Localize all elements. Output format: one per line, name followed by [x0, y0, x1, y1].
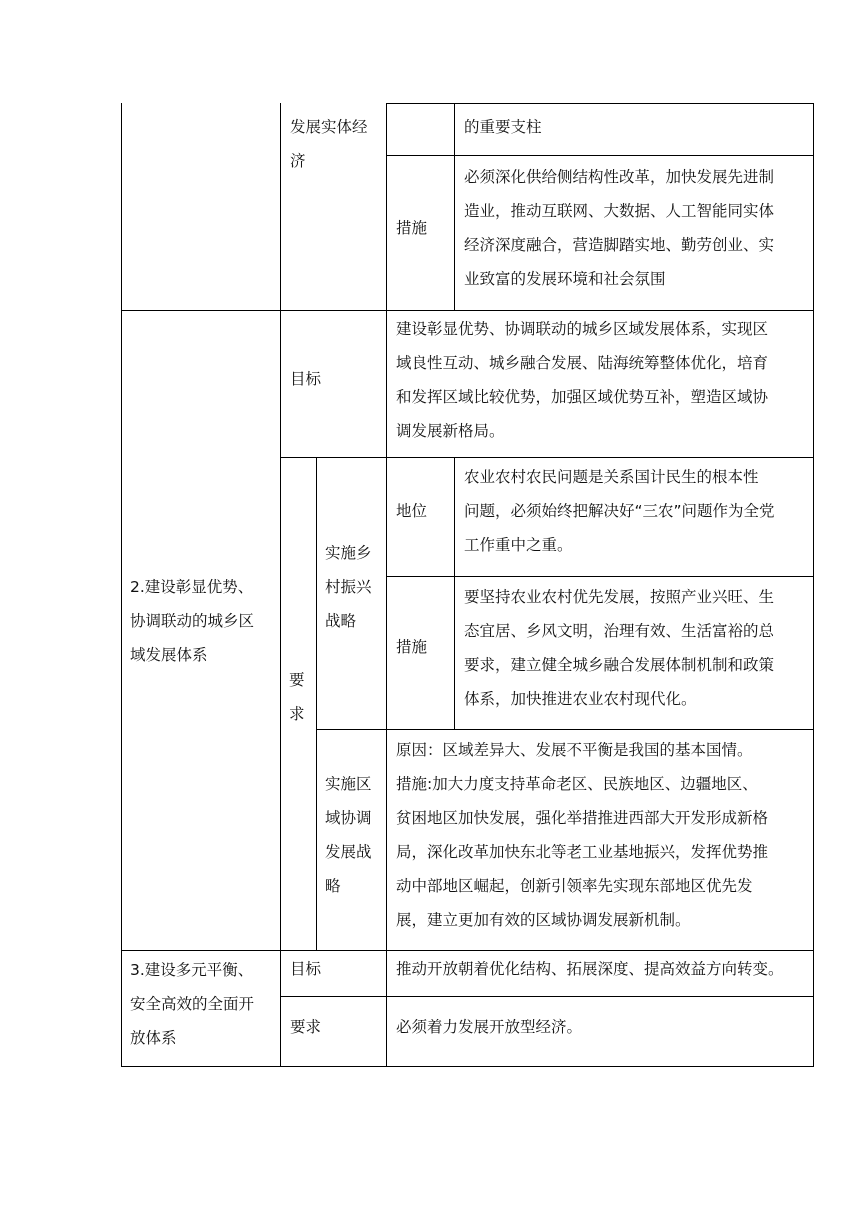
table-row-line-4 [386, 576, 814, 577]
table-row-line-5 [316, 729, 814, 730]
table-col-line-2a [386, 103, 387, 310]
table-row-line-6 [121, 950, 814, 951]
section2-requirements-label: 要 求 [289, 671, 305, 723]
table-row-line-2 [121, 310, 814, 311]
regional-strategy-label: 实施区 域协调 发展战 略 [325, 775, 372, 895]
rural-position-text: 农业农村农民问题是关系国计民生的根本性 问题，必须始终把解决好“三农”问题作为全党 工作重中之重。 [464, 468, 775, 554]
table-border-bottom [121, 1066, 814, 1067]
table-row-line-1 [386, 155, 814, 156]
rural-position-label: 地位 [396, 502, 428, 520]
section3-title: 3.建设多元平衡、 安全高效的全面开 放体系 [130, 961, 255, 1047]
table-row-line-7 [280, 996, 814, 997]
table-row-line-top [386, 103, 814, 104]
table-col-line-2b [386, 310, 387, 1067]
section3-goal-label: 目标 [290, 960, 322, 978]
section3-requirements-label: 要求 [290, 1018, 322, 1036]
table-col-line-3b [454, 457, 455, 729]
rural-strategy-label: 实施乡 村振兴 战略 [325, 544, 372, 630]
table-col-line-1 [280, 103, 281, 1067]
section2-goal-label: 目标 [290, 370, 322, 388]
section3-requirements-text: 必须着力发展开放型经济。 [396, 1018, 583, 1036]
section1-measures-text: 必须深化供给侧结构性改革，加快发展先进制 造业，推动互联网、大数据、人工智能同实体 经济深度融合，营造脚踏实地、勤劳创业、实 业致富的发展环境和社会氛围 [464, 168, 775, 288]
rural-measures-label: 措施 [396, 638, 428, 656]
section1-position-text: 的重要支柱 [464, 118, 542, 136]
table-border-left [121, 103, 122, 1067]
section1-measures-label: 措施 [396, 219, 428, 237]
section1-label: 发展实体经 济 [290, 118, 368, 170]
section2-title: 2.建设彰显优势、 协调联动的城乡区 域发展体系 [130, 578, 255, 664]
table-col-line-req [316, 457, 317, 950]
section2-goal-text: 建设彰显优势、协调联动的城乡区域发展体系，实现区 域良性互动、城乡融合发展、陆海统筹整体优化，培育 和发挥区域比较优势，加强区域优势互补，塑造区域协 调发展新格局。 [396, 320, 769, 440]
regional-strategy-text: 原因：区域差异大、发展不平衡是我国的基本国情。 措施:加大力度支持革命老区、民族地区、边疆地区、 贫困地区加快发展，强化举措推进西部大开发形成新格 局，深化改革加快东北等老工业基地振兴，发挥优势推 动中部地区崛起，创新引领率先实现东部地区优先发 展，建立更加有效的区域协调发展新机制。 [396, 741, 769, 929]
rural-measures-text: 要坚持农业农村优先发展，按照产业兴旺、生 态宜居、乡风文明，治理有效、生活富裕的总 要求，建立健全城乡融合发展体制机制和政策 体系，加快推进农业农村现代化。 [464, 588, 775, 708]
section3-goal-text: 推动开放朝着优化结构、拓展深度、提高效益方向转变。 [396, 960, 784, 978]
table-border-right [813, 103, 814, 1067]
table-col-line-3a [454, 103, 455, 310]
table-row-line-3 [280, 457, 814, 458]
